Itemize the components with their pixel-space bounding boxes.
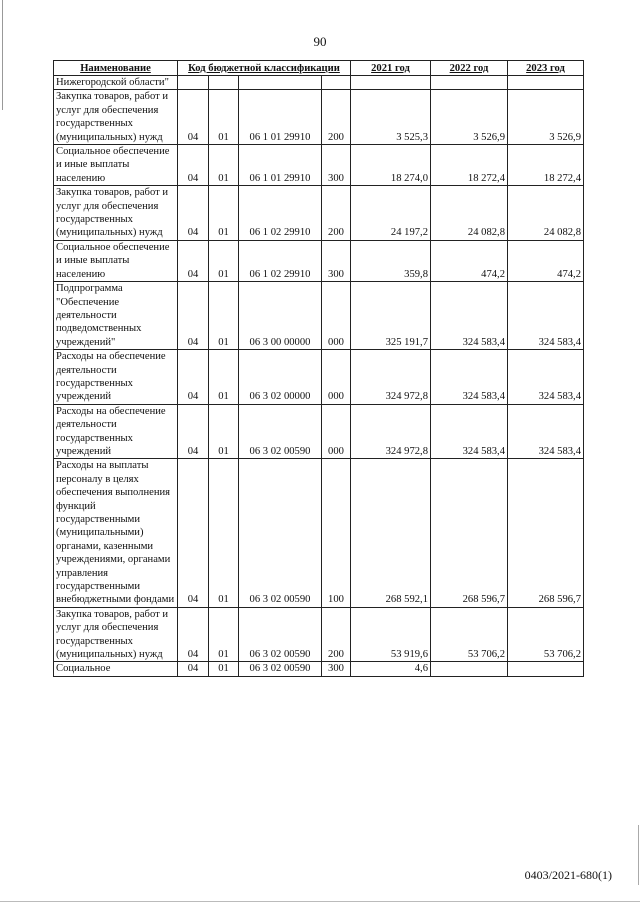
table-row: [54, 607, 584, 662]
scan-margin-line: [2, 0, 3, 110]
cell-expense-type: 300: [322, 145, 351, 186]
table-header-row: [54, 61, 584, 76]
cell-2022: 18 272,4: [431, 145, 508, 186]
cell-target-code: 06 3 02 00000: [239, 350, 322, 405]
cell-subsection: 01: [209, 662, 239, 676]
cell-subsection: 01: [209, 90, 239, 145]
cell-2022: 324 583,4: [431, 282, 508, 350]
cell-section: 04: [178, 459, 209, 607]
cell-subsection: 01: [209, 240, 239, 281]
cell-2023: 24 082,8: [508, 186, 584, 241]
cell-2023: 18 272,4: [508, 145, 584, 186]
cell-2021: 3 525,3: [351, 90, 431, 145]
cell-section: 04: [178, 662, 209, 676]
cell-name: Социальное обеспечение и иные выплаты населению: [54, 145, 178, 186]
cell-expense-type: 300: [322, 240, 351, 281]
cell-2021: 325 191,7: [351, 282, 431, 350]
cell-target-code: 06 3 00 00000: [239, 282, 322, 350]
cell-section: 04: [178, 350, 209, 405]
table-row: [54, 145, 584, 186]
cell-name: Расходы на обеспечение деятельности государственных учреждений: [54, 404, 178, 459]
table-row: [54, 76, 584, 90]
cell-2023: 53 706,2: [508, 607, 584, 662]
cell-section: 04: [178, 607, 209, 662]
cell-subsection: 01: [209, 404, 239, 459]
budget-table: [53, 60, 584, 677]
cell-section: 04: [178, 186, 209, 241]
cell-section: 04: [178, 145, 209, 186]
cell-name: Социальное: [54, 662, 178, 676]
cell-2021: 324 972,8: [351, 404, 431, 459]
cell-2022: 324 583,4: [431, 350, 508, 405]
table-body: [54, 76, 584, 677]
table-row: [54, 282, 584, 350]
cell-expense-type: 000: [322, 350, 351, 405]
cell-2023: 324 583,4: [508, 350, 584, 405]
table-row: [54, 459, 584, 607]
cell-target-code: 06 3 02 00590: [239, 459, 322, 607]
cell-2023: 3 526,9: [508, 90, 584, 145]
table-row: [54, 240, 584, 281]
cell-2021: 268 592,1: [351, 459, 431, 607]
cell-2023: [508, 76, 584, 90]
table-row: [54, 350, 584, 405]
cell-target-code: 06 3 02 00590: [239, 607, 322, 662]
scan-bottom-edge: [0, 901, 640, 902]
cell-target-code: 06 1 02 29910: [239, 186, 322, 241]
cell-2022: 53 706,2: [431, 607, 508, 662]
cell-expense-type: 100: [322, 459, 351, 607]
scan-margin-line-right: [638, 825, 639, 885]
header-code: Код бюджетной классификации: [178, 61, 351, 76]
table-row: [54, 90, 584, 145]
cell-2021: 359,8: [351, 240, 431, 281]
cell-subsection: 01: [209, 186, 239, 241]
header-2023: 2023 год: [508, 61, 584, 76]
cell-expense-type: 200: [322, 90, 351, 145]
cell-section: 04: [178, 282, 209, 350]
cell-2022: 3 526,9: [431, 90, 508, 145]
cell-2022: 474,2: [431, 240, 508, 281]
cell-2023: 268 596,7: [508, 459, 584, 607]
cell-2023: 474,2: [508, 240, 584, 281]
document-footer-code: 0403/2021-680(1): [524, 868, 612, 882]
header-2021: 2021 год: [351, 61, 431, 76]
cell-subsection: 01: [209, 282, 239, 350]
cell-subsection: 01: [209, 607, 239, 662]
table-row: [54, 186, 584, 241]
cell-2021: 53 919,6: [351, 607, 431, 662]
cell-subsection: 01: [209, 459, 239, 607]
cell-target-code: 06 1 01 29910: [239, 145, 322, 186]
cell-name: Социальное обеспечение и иные выплаты населению: [54, 240, 178, 281]
cell-section: 04: [178, 90, 209, 145]
cell-target-code: 06 3 02 00590: [239, 662, 322, 676]
cell-section: 04: [178, 240, 209, 281]
table-row: [54, 662, 584, 676]
cell-2023: 324 583,4: [508, 282, 584, 350]
cell-2021: 324 972,8: [351, 350, 431, 405]
cell-target-code: 06 1 01 29910: [239, 90, 322, 145]
cell-target-code: 06 3 02 00590: [239, 404, 322, 459]
cell-subsection: 01: [209, 145, 239, 186]
cell-2023: 324 583,4: [508, 404, 584, 459]
cell-expense-type: 000: [322, 282, 351, 350]
cell-subsection: [209, 76, 239, 90]
cell-2021: [351, 76, 431, 90]
cell-name: Расходы на обеспечение деятельности государственных учреждений: [54, 350, 178, 405]
cell-target-code: 06 1 02 29910: [239, 240, 322, 281]
cell-expense-type: 200: [322, 186, 351, 241]
cell-2021: 18 274,0: [351, 145, 431, 186]
cell-2023: [508, 662, 584, 676]
header-2022: 2022 год: [431, 61, 508, 76]
cell-expense-type: [322, 76, 351, 90]
cell-expense-type: 300: [322, 662, 351, 676]
cell-target-code: [239, 76, 322, 90]
cell-section: [178, 76, 209, 90]
cell-name: Расходы на выплаты персоналу в целях обеспечения выполнения функций государственными (муниципальными) органами, казенными учреждениями, органами управления государственными внебюджетными фондами: [54, 459, 178, 607]
cell-2022: [431, 662, 508, 676]
cell-2022: 268 596,7: [431, 459, 508, 607]
cell-2022: 24 082,8: [431, 186, 508, 241]
cell-2021: 4,6: [351, 662, 431, 676]
table-row: [54, 404, 584, 459]
cell-expense-type: 000: [322, 404, 351, 459]
cell-name: Закупка товаров, работ и услуг для обеспечения государственных (муниципальных) нужд: [54, 186, 178, 241]
cell-expense-type: 200: [322, 607, 351, 662]
header-name: Наименование: [54, 61, 178, 76]
cell-name: Нижегородской области": [54, 76, 178, 90]
cell-2022: [431, 76, 508, 90]
page-number: 90: [313, 34, 327, 49]
cell-2021: 24 197,2: [351, 186, 431, 241]
cell-section: 04: [178, 404, 209, 459]
cell-name: Закупка товаров, работ и услуг для обеспечения государственных (муниципальных) нужд: [54, 90, 178, 145]
cell-name: Закупка товаров, работ и услуг для обеспечения государственных (муниципальных) нужд: [54, 607, 178, 662]
cell-subsection: 01: [209, 350, 239, 405]
cell-2022: 324 583,4: [431, 404, 508, 459]
cell-name: Подпрограмма "Обеспечение деятельности подведомственных учреждений": [54, 282, 178, 350]
